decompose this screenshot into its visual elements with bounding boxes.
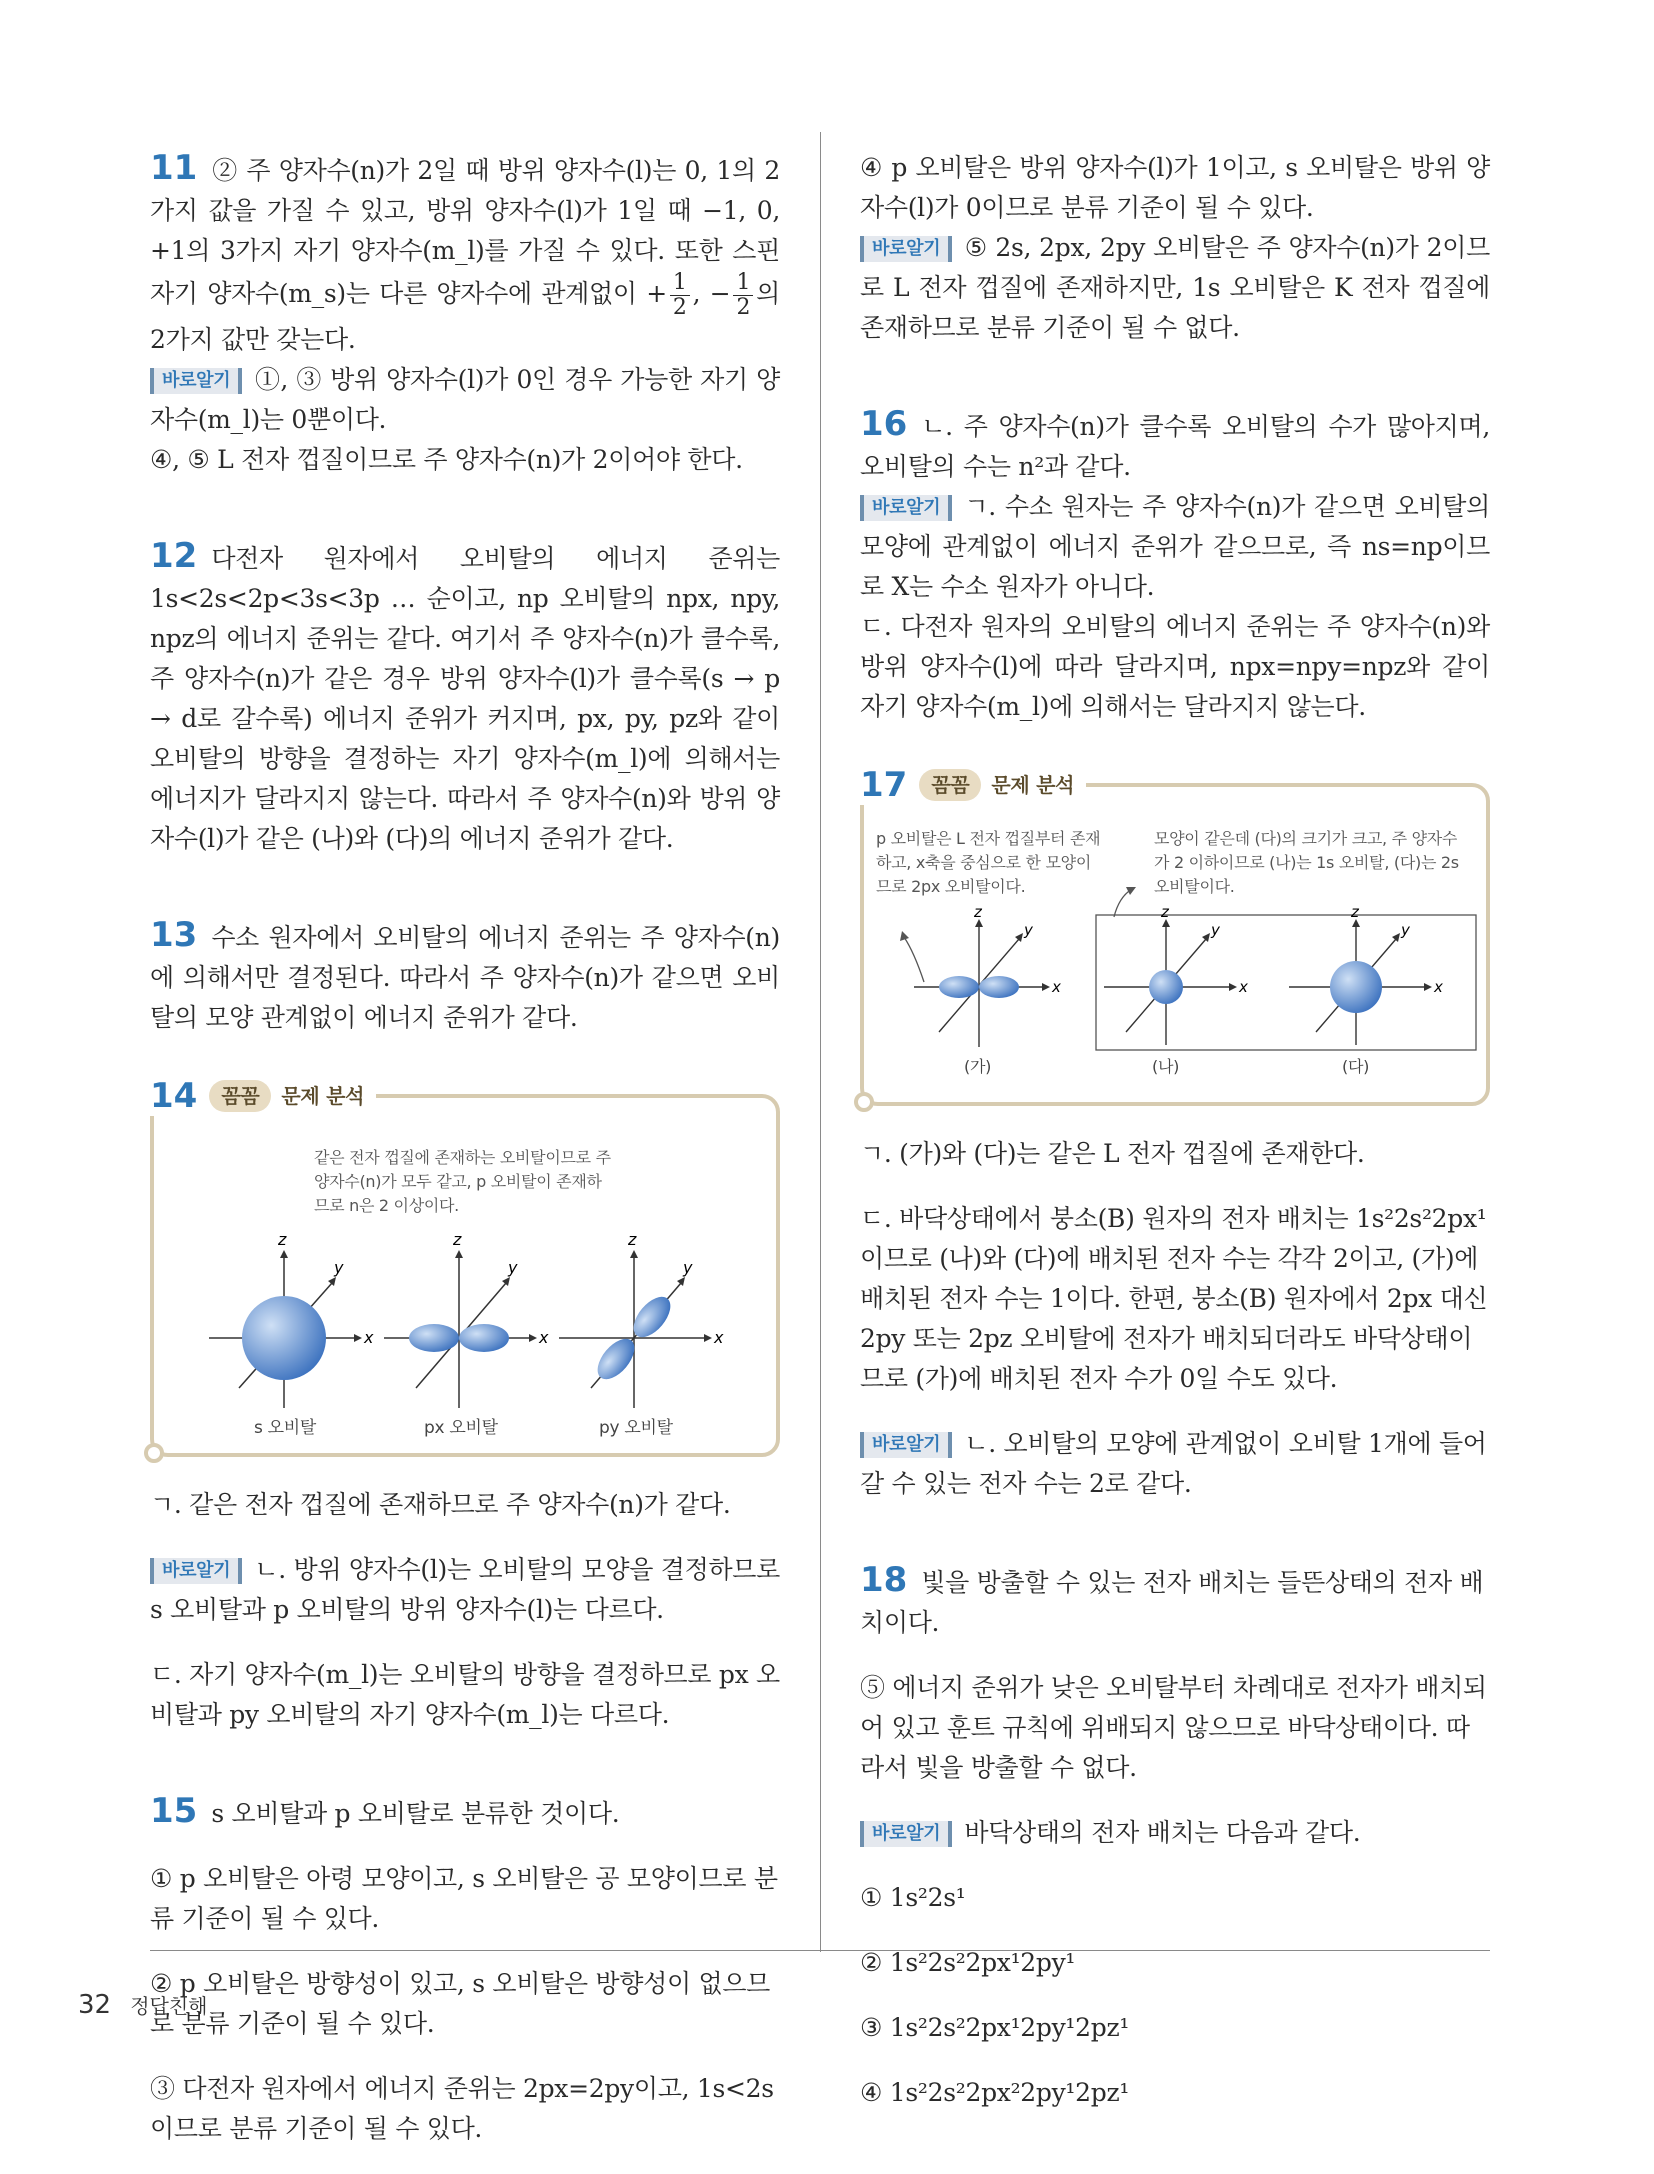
answer-18-check: [860, 1813, 1490, 1853]
analysis-box-14: [150, 1076, 780, 1457]
fraction-numerator: 1: [670, 271, 690, 296]
analysis-note-14: 같은 전자 껍질에 존재하는 오비탈이므로 주 양자수(n)가 모두 같고, p 오비탈이 존재하므로 n은 2 이상이다.: [314, 1148, 611, 1215]
answer-15-item-2: ② p 오비탈은 방향성이 있고, s 오비탈은 방향성이 없으므로 분류 기준이 될 수 있다.: [150, 1969, 771, 2038]
page-footer: [78, 1990, 207, 2020]
axis-z-label: z: [1351, 903, 1359, 921]
answer-16-text: ㄴ. 주 양자수(n)가 클수록 오비탈의 수가 많아지며, 오비탈의 수는 n²과 같다.: [860, 412, 1490, 481]
fraction-half-1: [670, 271, 690, 320]
answer-11-extra: ④, ⑤ L 전자 껍질이므로 주 양자수(n)가 2이어야 한다.: [150, 445, 743, 474]
answer-16-check: [860, 487, 1490, 607]
answer-15: [150, 1791, 780, 2149]
axis-y-label: y: [683, 1258, 693, 1277]
axis-z-label: z: [453, 1230, 462, 1249]
answer-15-check: [860, 228, 1490, 348]
analysis-box-17-header: [860, 765, 1086, 805]
answer-16-c: ㄷ. 다전자 원자의 오비탈의 에너지 준위는 주 양자수(n)와 방위 양자수(l)에 따라 달라지며, npx=npy=npz와 같이 자기 양자수(m_l)에 의해서는 달라지지 않는다.: [860, 612, 1490, 721]
answer-17-c: ㄷ. 바닥상태에서 붕소(B) 원자의 전자 배치는 1s²2s²2px¹이므로 (나)와 (다)에 배치된 전자 수는 각각 2이고, (가)에 배치된 전자 수는 1이다. 한편, 붕소(B) 원자에서 2px 대신 2py 또는 2pz 오비탈에 전자가 배치되더라도 바닥상태이므로 (가)에 배치된 전자 수가 0일 수도 있다.: [860, 1204, 1488, 1393]
axis-z-label: z: [974, 903, 982, 921]
kkomkkom-badge: 꼼꼼: [919, 769, 981, 801]
answer-11-tail: 의 2가지 값만 갖는다.: [150, 279, 780, 354]
answer-11-check-text: ①, ③ 방위 양자수(l)가 0인 경우 가능한 자기 양자수(m_l)는 0뿐이다.: [150, 365, 780, 434]
axis-x-label: x: [364, 1328, 374, 1347]
answer-11-check: [150, 360, 780, 440]
answer-12: [150, 536, 780, 859]
axis-y-label: y: [334, 1258, 344, 1277]
px-orbital-figure: [384, 1230, 549, 1438]
answer-18-number: 18: [860, 1560, 908, 1600]
answer-17-a: ㄱ. (가)와 (다)는 같은 L 전자 껍질에 존재한다.: [860, 1139, 1365, 1168]
answer-11: [150, 148, 780, 480]
fraction-denominator: 2: [736, 295, 751, 320]
answer-16-number: 16: [860, 404, 908, 444]
check-badge: 바로알기: [150, 368, 242, 394]
analysis-title: 문제 분석: [991, 773, 1075, 797]
s-orbital-label: s 오비탈: [254, 1418, 317, 1438]
analysis-note-17-a: p 오비탈은 L 전자 껍질부터 존재하고, x축을 중심으로 한 모양이므로 2px 오비탈이다.: [876, 829, 1101, 896]
answer-18-check-text: 바닥상태의 전자 배치는 다음과 같다.: [964, 1818, 1361, 1847]
axis-x-label: x: [1052, 978, 1061, 996]
config-item-1: ① 1s²2s¹: [860, 1883, 966, 1912]
answer-14-a: ㄱ. 같은 전자 껍질에 존재하므로 주 양자수(n)가 같다.: [150, 1490, 731, 1519]
analysis-box-17: [860, 765, 1490, 1106]
answer-13-text: 수소 원자에서 오비탈의 에너지 준위는 주 양자수(n)에 의해서만 결정된다. 따라서 주 양자수(n)가 같으면 오비탈의 모양 관계없이 에너지 준위가 같다.: [150, 923, 780, 1032]
px-lobe-left: [409, 1324, 459, 1352]
answer-18: [860, 1560, 1490, 2113]
ga-lobe-right: [979, 976, 1019, 998]
check-badge: 바로알기: [150, 1558, 242, 1584]
answer-14-check: [150, 1550, 780, 1630]
config-item-2: ② 1s²2s²2px¹2py¹: [860, 1948, 1076, 1977]
answer-11-text: ② 주 양자수(n)가 2일 때 방위 양자수(l)는 0, 1의 2가지 값을 가질 수 있고, 방위 양자수(l)가 1일 때 −1, 0, +1의 3가지 자기 양자수(m_l)를 가질 수 있다. 또한 스핀 자기 양자수(m_s)는 다른 양자수에 관계없이 +: [150, 156, 780, 308]
fraction-denominator: 2: [672, 295, 687, 320]
column-divider: [820, 132, 821, 1952]
answer-17: [860, 765, 1490, 1504]
answer-18-text: 빛을 방출할 수 있는 전자 배치는 들뜬상태의 전자 배치이다.: [860, 1568, 1484, 1637]
py-orbital-figure: [559, 1230, 724, 1438]
axis-z-label: z: [278, 1230, 287, 1249]
answer-17-check-text: ㄴ. 오비탈의 모양에 관계없이 오비탈 1개에 들어갈 수 있는 전자 수는 2로 같다.: [860, 1429, 1487, 1498]
da-sphere: [1330, 961, 1382, 1013]
page-number: 32: [78, 1990, 112, 2020]
answer-15-item-3: ③ 다전자 원자에서 에너지 준위는 2px=2py이고, 1s<2s이므로 분류 기준이 될 수 있다.: [150, 2074, 774, 2143]
answer-12-number: 12: [150, 536, 198, 576]
kkomkkom-badge: 꼼꼼: [209, 1080, 271, 1112]
s-orbital-figure: [209, 1230, 374, 1438]
answer-15-item-1: ① p 오비탈은 아령 모양이고, s 오비탈은 공 모양이므로 분류 기준이 될 수 있다.: [150, 1864, 778, 1933]
answer-11-number: 11: [150, 148, 198, 188]
answer-12-text: 다전자 원자에서 오비탈의 에너지 준위는 1s<2s<2p<3s<3p … 순이고, np 오비탈의 npx, npy, npz의 에너지 준위는 같다. 여기서 주 양자수(n)가 클수록, 주 양자수(n)가 같은 경우 방위 양자수(l)가 클수록(s → p → d로 갈수록) 에너지 준위가 커지며, px, py, pz와 같이 오비탈의 방향을 결정하는 자기 양자수(m_l)에 의해서는 에너지가 달라지지 않는다. 따라서 주 양자수(n)와 방위 양자수(l)가 같은 (나)와 (다)의 에너지 준위가 같다.: [150, 544, 780, 853]
answer-15-continued: [860, 148, 1490, 348]
axis-x-label: x: [714, 1328, 724, 1347]
px-orbital-label: px 오비탈: [424, 1418, 498, 1438]
answer-11-body: [150, 148, 780, 360]
s-orbital-sphere: [242, 1296, 326, 1380]
da-label: (다): [1342, 1057, 1370, 1076]
answer-15-item-4: ④ p 오비탈은 방위 양자수(l)가 1이고, s 오비탈은 방위 양자수(l)가 0이므로 분류 기준이 될 수 있다.: [860, 153, 1490, 222]
answer-15-number: 15: [150, 1791, 198, 1831]
answer-14-number: 14: [150, 1076, 198, 1116]
config-item-3: ③ 1s²2s²2px¹2py¹2pz¹: [860, 2013, 1130, 2042]
ga-lobe-left: [939, 976, 979, 998]
axis-y-label: y: [508, 1258, 518, 1277]
analysis-title: 문제 분석: [281, 1084, 365, 1108]
analysis-note-17-b: 모양이 같은데 (다)의 크기가 크고, 주 양자수가 2 이하이므로 (나)는 1s 오비탈, (다)는 2s 오비탈이다.: [1154, 829, 1459, 896]
ga-orbital-figure: [914, 903, 1061, 1076]
answer-14-check-text: ㄴ. 방위 양자수(l)는 오비탈의 모양을 결정하므로 s 오비탈과 p 오비탈의 방위 양자수(l)는 다르다.: [150, 1555, 780, 1624]
answer-15-text: s 오비탈과 p 오비탈로 분류한 것이다.: [211, 1799, 620, 1828]
answer-18-b2: ⑤ 에너지 준위가 낮은 오비탈부터 차례대로 전자가 배치되어 있고 훈트 규칙에 위배되지 않으므로 바닥상태이다. 따라서 빛을 방출할 수 없다.: [860, 1673, 1487, 1782]
answer-17-check: [860, 1424, 1490, 1504]
left-column: [150, 148, 780, 2174]
axis-z-label: z: [628, 1230, 637, 1249]
answer-16-check-text: ㄱ. 수소 원자는 주 양자수(n)가 같으면 오비탈의 모양에 관계없이 에너지 준위가 같으므로, 즉 ns=np이므로 X는 수소 원자가 아니다.: [860, 492, 1490, 601]
answer-11-mid: , −: [692, 279, 731, 308]
check-badge: 바로알기: [860, 236, 952, 262]
answer-13-number: 13: [150, 915, 198, 955]
check-badge: 바로알기: [860, 495, 952, 521]
config-item-4: ④ 1s²2s²2px²2py¹2pz¹: [860, 2078, 1130, 2107]
axis-y-label: y: [1211, 921, 1220, 939]
answer-13: [150, 915, 780, 1038]
ga-label: (가): [964, 1057, 992, 1076]
answer-15-check-text: ⑤ 2s, 2px, 2py 오비탈은 주 양자수(n)가 2이므로 L 전자 껍질에 존재하지만, 1s 오비탈은 K 전자 껍질에 존재하므로 분류 기준이 될 수 없다.: [860, 233, 1490, 342]
box-corner-dot: [854, 1092, 874, 1112]
check-badge: 바로알기: [860, 1432, 952, 1458]
axis-x-label: x: [1239, 978, 1248, 996]
right-column: [860, 148, 1490, 2138]
axis-x-label: x: [539, 1328, 549, 1347]
orbital-diagram-14: [154, 1223, 774, 1443]
check-badge: 바로알기: [860, 1821, 952, 1847]
axis-z-label: z: [1161, 903, 1169, 921]
answer-16: [860, 404, 1490, 727]
axis-x-label: x: [1434, 978, 1443, 996]
na-label: (나): [1152, 1057, 1180, 1076]
orbital-diagram-17: [864, 887, 1484, 1097]
box-corner-dot: [144, 1443, 164, 1463]
fraction-half-2: [733, 271, 753, 320]
fraction-numerator: 1: [733, 271, 753, 296]
answer-14: [150, 1076, 780, 1735]
px-lobe-right: [459, 1324, 509, 1352]
note-arrow-left: [904, 937, 924, 982]
axis-y-label: y: [1024, 921, 1033, 939]
book-title: 정답친해: [130, 1994, 208, 2018]
analysis-box-14-header: [150, 1076, 376, 1116]
py-orbital-label: py 오비탈: [599, 1418, 673, 1438]
axis-y-label: y: [1401, 921, 1410, 939]
answer-14-c: ㄷ. 자기 양자수(m_l)는 오비탈의 방향을 결정하므로 px 오비탈과 py 오비탈의 자기 양자수(m_l)는 다르다.: [150, 1660, 780, 1729]
answer-17-number: 17: [860, 765, 908, 805]
na-sphere: [1149, 970, 1183, 1004]
